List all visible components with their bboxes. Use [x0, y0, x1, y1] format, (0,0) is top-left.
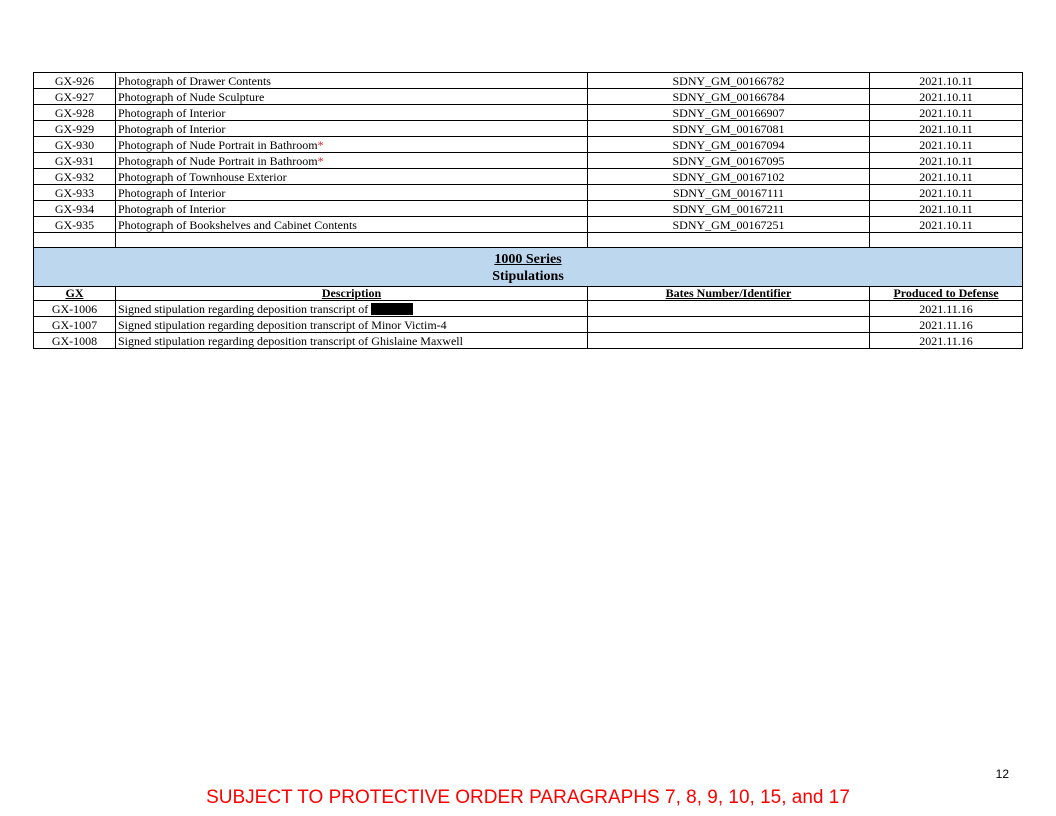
page-number: 12 — [995, 767, 1009, 781]
series-title: 1000 Series — [494, 252, 562, 267]
table-row — [34, 73, 1023, 89]
table-row — [34, 105, 1023, 121]
column-header-bates: Bates Number/Identifier — [588, 287, 870, 301]
description-text: Signed stipulation regarding deposition transcript of — [118, 302, 372, 316]
produced-date: 2021.10.11 — [870, 201, 1023, 217]
exhibit-description — [116, 169, 588, 185]
asterisk-marker: * — [317, 154, 324, 168]
bates-number — [588, 301, 870, 317]
gx-number: GX-1007 — [34, 317, 116, 333]
table-row — [34, 153, 1023, 169]
column-header-description: Description — [116, 287, 588, 301]
produced-date: 2021.11.16 — [870, 333, 1023, 349]
description-text: Photograph of Interior — [118, 106, 226, 120]
table-row — [34, 333, 1023, 349]
column-header-produced: Produced to Defense — [870, 287, 1023, 301]
produced-date: 2021.10.11 — [870, 137, 1023, 153]
produced-date: 2021.11.16 — [870, 317, 1023, 333]
redaction-block — [371, 303, 413, 315]
table-row — [34, 185, 1023, 201]
empty-cell — [116, 233, 588, 248]
gx-number: GX-930 — [34, 137, 116, 153]
table-row — [34, 201, 1023, 217]
description-text: Photograph of Nude Sculpture — [118, 90, 265, 104]
bates-number: SDNY_GM_00167102 — [588, 169, 870, 185]
table-row — [34, 217, 1023, 233]
exhibit-list-table — [33, 72, 1023, 349]
bates-number: SDNY_GM_00166784 — [588, 89, 870, 105]
bates-number: SDNY_GM_00167211 — [588, 201, 870, 217]
produced-date: 2021.10.11 — [870, 153, 1023, 169]
produced-date: 2021.10.11 — [870, 105, 1023, 121]
gx-number: GX-929 — [34, 121, 116, 137]
exhibit-description — [116, 105, 588, 121]
exhibit-description — [116, 89, 588, 105]
exhibit-description — [116, 301, 588, 317]
description-text: Photograph of Nude Portrait in Bathroom — [118, 138, 318, 152]
bates-number: SDNY_GM_00167095 — [588, 153, 870, 169]
exhibit-description — [116, 73, 588, 89]
exhibit-description: Signed stipulation regarding deposition transcript of Ghislaine Maxwell — [116, 333, 588, 349]
exhibit-description — [116, 217, 588, 233]
gx-number: GX-927 — [34, 89, 116, 105]
empty-cell — [870, 233, 1023, 248]
produced-date: 2021.10.11 — [870, 185, 1023, 201]
exhibit-description — [116, 201, 588, 217]
blank-row — [34, 233, 1023, 248]
column-header-row — [34, 287, 1023, 301]
produced-date: 2021.11.16 — [870, 301, 1023, 317]
bates-number: SDNY_GM_00166907 — [588, 105, 870, 121]
table-row — [34, 301, 1023, 317]
gx-number: GX-934 — [34, 201, 116, 217]
exhibit-description — [116, 121, 588, 137]
description-text: Photograph of Nude Portrait in Bathroom — [118, 154, 318, 168]
table-row — [34, 317, 1023, 333]
series-band — [34, 248, 1023, 287]
table-row — [34, 169, 1023, 185]
series-heading — [34, 248, 1023, 287]
produced-date: 2021.10.11 — [870, 89, 1023, 105]
empty-cell — [34, 233, 116, 248]
bates-number: SDNY_GM_00166782 — [588, 73, 870, 89]
gx-number: GX-926 — [34, 73, 116, 89]
gx-number: GX-935 — [34, 217, 116, 233]
description-text: Photograph of Drawer Contents — [118, 74, 271, 88]
series-subtitle: Stipulations — [492, 269, 564, 284]
bates-number — [588, 333, 870, 349]
description-text: Photograph of Interior — [118, 186, 226, 200]
produced-date: 2021.10.11 — [870, 169, 1023, 185]
bates-number: SDNY_GM_00167251 — [588, 217, 870, 233]
bates-number: SDNY_GM_00167094 — [588, 137, 870, 153]
column-header-gx: GX — [34, 287, 116, 301]
asterisk-marker: * — [317, 138, 324, 152]
gx-number: GX-933 — [34, 185, 116, 201]
bates-number: SDNY_GM_00167081 — [588, 121, 870, 137]
gx-number: GX-1008 — [34, 333, 116, 349]
description-text: Photograph of Interior — [118, 122, 226, 136]
gx-number: GX-932 — [34, 169, 116, 185]
bates-number: SDNY_GM_00167111 — [588, 185, 870, 201]
exhibit-description — [116, 153, 588, 169]
exhibit-description: Signed stipulation regarding deposition transcript of Minor Victim-4 — [116, 317, 588, 333]
table-row — [34, 89, 1023, 105]
gx-number: GX-1006 — [34, 301, 116, 317]
exhibit-description — [116, 137, 588, 153]
protective-order-footer: SUBJECT TO PROTECTIVE ORDER PARAGRAPHS 7, 8, 9, 10, 15, and 17 — [206, 787, 850, 808]
table-row — [34, 121, 1023, 137]
empty-cell — [588, 233, 870, 248]
gx-number: GX-928 — [34, 105, 116, 121]
bates-number — [588, 317, 870, 333]
description-text: Photograph of Interior — [118, 202, 226, 216]
description-text: Photograph of Bookshelves and Cabinet Contents — [118, 218, 357, 232]
gx-number: GX-931 — [34, 153, 116, 169]
produced-date: 2021.10.11 — [870, 217, 1023, 233]
description-text: Photograph of Townhouse Exterior — [118, 170, 287, 184]
produced-date: 2021.10.11 — [870, 121, 1023, 137]
exhibit-description — [116, 185, 588, 201]
produced-date: 2021.10.11 — [870, 73, 1023, 89]
table-row — [34, 137, 1023, 153]
